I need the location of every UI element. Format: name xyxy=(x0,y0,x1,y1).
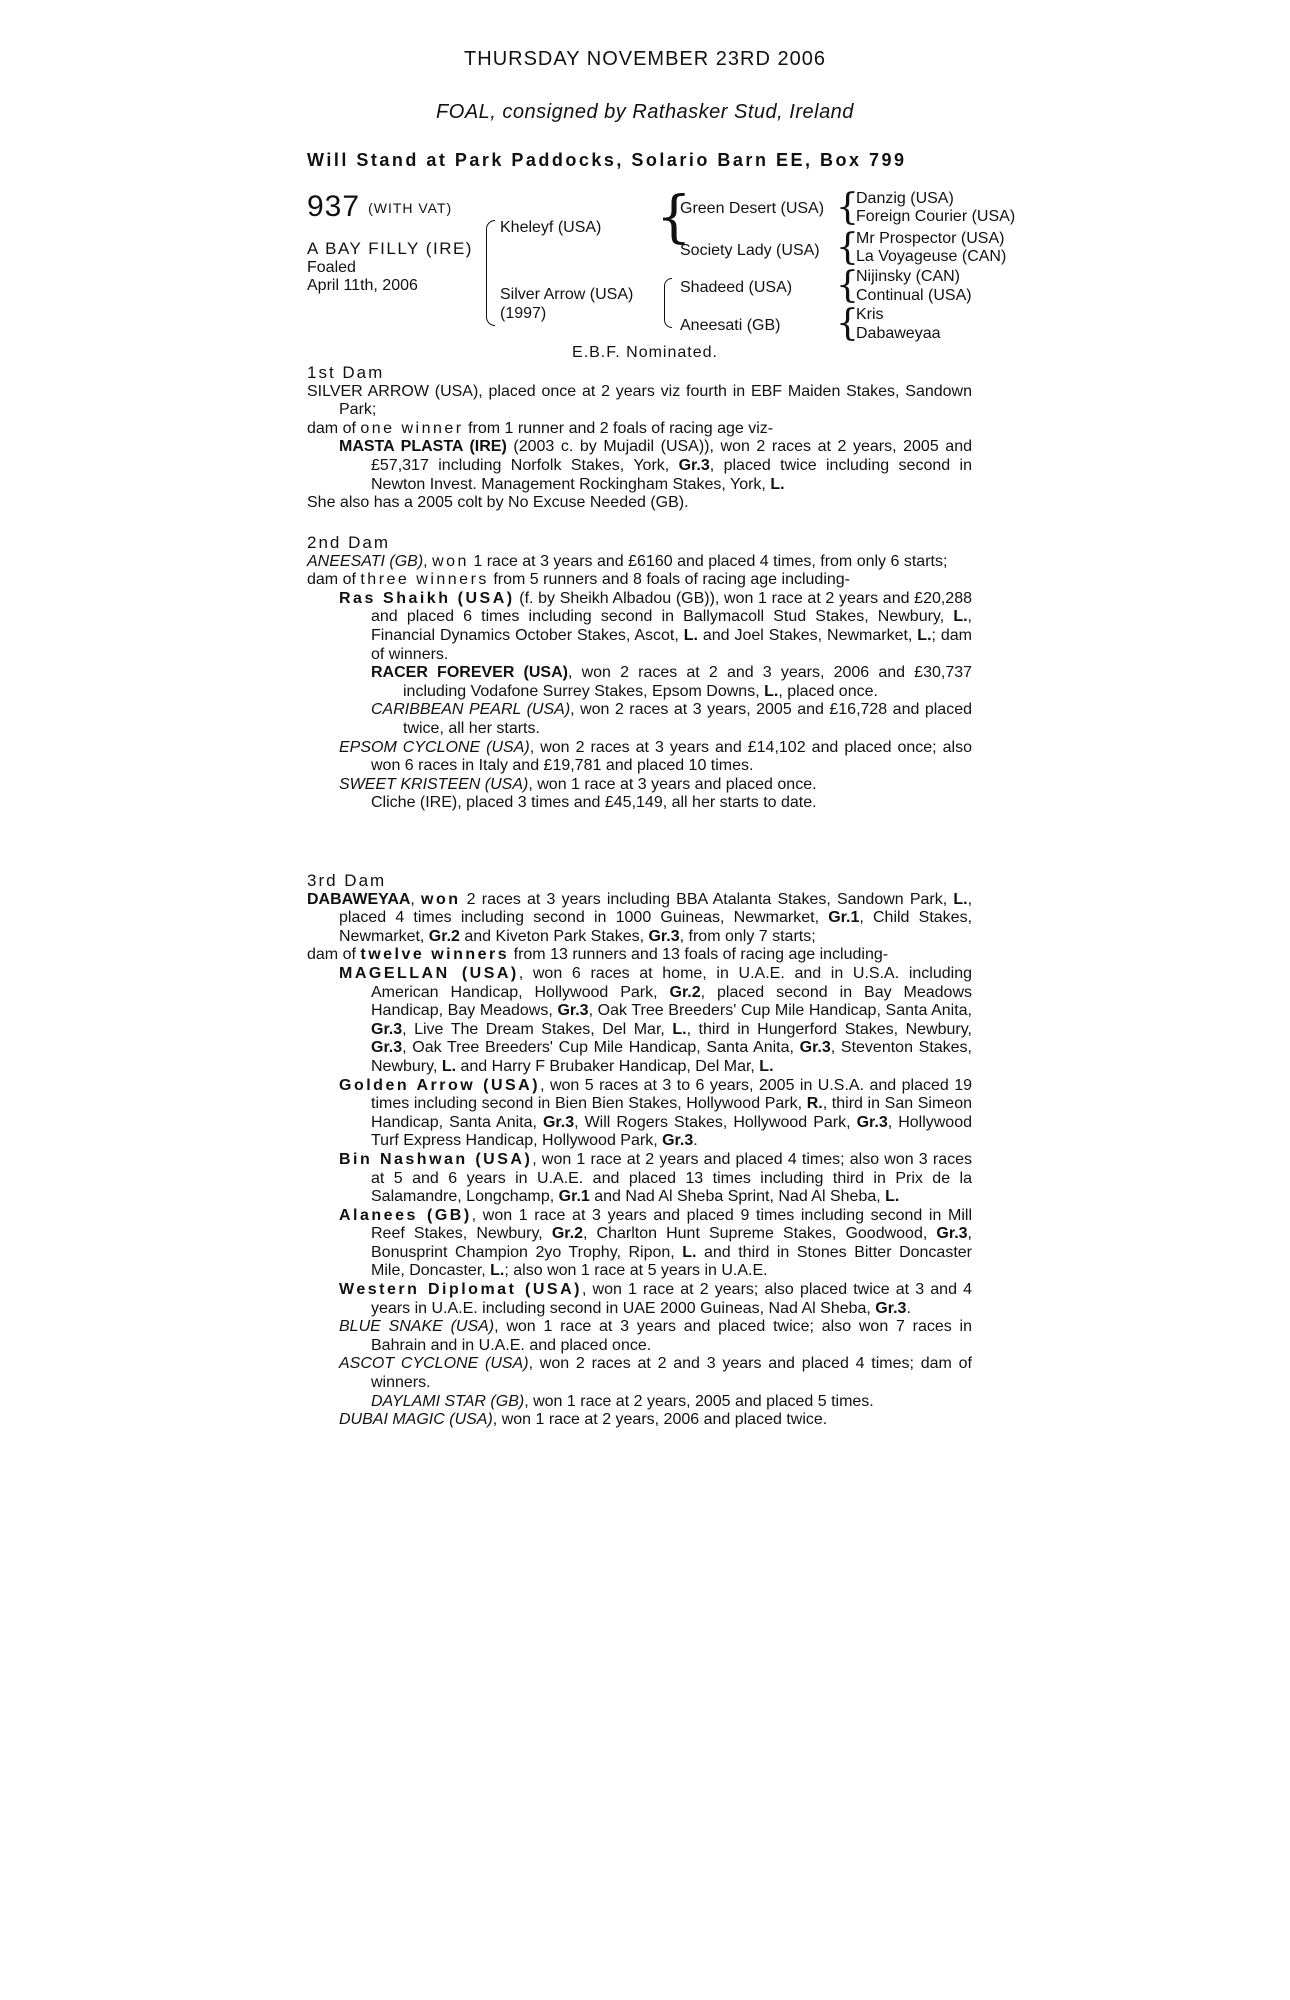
produce-magellan: MAGELLAN (USA), won 6 races at home, in U.A.E. and in U.S.A. including American Handicap, Hollywood Park, Gr.2, placed second in Bay Meadows Handicap, Bay Meadows, Gr.3, Oak Tree Breeders' Cup Mile Handicap, Santa Anita, Gr.3, Live The Dream Stakes, Del Mar, L., third in Hungerford Stakes, Newbury, Gr.3, Oak Tree Breeders' Cup Mile Handicap, Santa Anita, Gr.3, Steventon Stakes, Newbury, L. and Harry F Brubaker Handicap, Del Mar, L. xyxy=(339,964,973,1075)
first-dam-produce-1: MASTA PLASTA (IRE) (2003 c. by Mujadil (USA)), won 2 races at 2 years, 2005 and £57,317 including Norfolk Stakes, York, Gr.3, placed twice including second in Newton Invest. Management Rockingham Stakes, York, L. xyxy=(339,438,972,493)
second-dam-record: ANEESATI (GB), won 1 race at 3 years and £6160 and placed 4 times, from only 6 starts; xyxy=(307,552,948,570)
produce-daylami-star: DAYLAMI STAR (GB), won 1 race at 2 years, 2005 and placed 5 times. xyxy=(371,1392,874,1410)
dam-dam: Aneesati (GB) xyxy=(680,317,781,334)
dam-sire: Shadeed (USA) xyxy=(680,279,793,296)
consignment-line: FOAL, consigned by Rathasker Stud, Ireland xyxy=(436,101,854,123)
produce-blue-snake: BLUE SNAKE (USA), won 1 race at 3 years and placed twice; also won 7 races in Bahrain and in U.A.E. and placed once. xyxy=(339,1318,973,1354)
third-dam-heading: 3rd Dam xyxy=(307,871,387,890)
lot-name: A BAY FILLY (IRE) xyxy=(307,239,473,258)
ebf-nomination: E.B.F. Nominated. xyxy=(572,344,718,361)
produce-sweet-kristeen: SWEET KRISTEEN (USA), won 1 race at 3 years and placed once. xyxy=(339,775,817,793)
pedigree-bracket-dam xyxy=(664,278,672,328)
third-dam-record: DABAWEYAA, won 2 races at 3 years including BBA Atalanta Stakes, Sandown Park, L., placed 4 times including second in 1000 Guineas, Newmarket, Gr.1, Child Stakes, Newmarket, Gr.2 and Kiveton Park Stakes, Gr.3, from only 7 starts; xyxy=(307,890,973,945)
lot-number: 937 xyxy=(307,190,361,223)
pedigree-brace-3: { xyxy=(836,265,859,306)
great-grandsire-2: Mr Prospector (USA) xyxy=(856,230,1005,247)
great-granddam-1: Foreign Courier (USA) xyxy=(856,208,1016,225)
produce-alanees: Alanees (GB), won 1 race at 3 years and placed 9 times including second in Mill Reef Stakes, Newbury, Gr.2, Charlton Hunt Supreme Stakes, Goodwood, Gr.3, Bonusprint Champion 2yo Trophy, Ripon, L. and third in Stones Bitter Doncaster Mile, Doncaster, L.; also won 1 race at 5 years in U.A.E. xyxy=(339,1206,972,1280)
sire-sire: Green Desert (USA) xyxy=(680,200,825,217)
produce-cliche: Cliche (IRE), placed 3 times and £45,149, all her starts to date. xyxy=(371,794,817,812)
first-dam-section xyxy=(307,364,972,513)
vat-note: (WITH VAT) xyxy=(368,200,453,217)
pedigree-brace-4: { xyxy=(836,303,859,344)
dam-year: (1997) xyxy=(500,305,547,322)
great-grandsire-4: Kris xyxy=(856,306,884,323)
lot-number-line xyxy=(307,190,452,224)
first-dam-produce-summary: dam of one winner from 1 runner and 2 foals of racing age viz- xyxy=(307,419,774,437)
produce-ras-shaikh: Ras Shaikh (USA) (f. by Sheikh Albadou (GB)), won 1 race at 2 years and £20,288 and placed 6 times including second in Ballymacoll Stud Stakes, Newbury, L., Financial Dynamics October Stakes, Ascot, L. and Joel Stakes, Newmarket, L.; dam of winners. xyxy=(339,589,973,663)
pedigree-brace-2: { xyxy=(836,227,859,268)
sire-dam: Society Lady (USA) xyxy=(680,242,820,259)
sire: Kheleyf (USA) xyxy=(500,219,602,236)
sale-date: THURSDAY NOVEMBER 23RD 2006 xyxy=(464,48,826,70)
third-dam-produce-summary: dam of twelve winners from 13 runners and 13 foals of racing age including- xyxy=(307,946,889,964)
produce-golden-arrow: Golden Arrow (USA), won 5 races at 3 to 6 years, 2005 in U.S.A. and placed 19 times including second in Bien Bien Stakes, Hollywood Park, R., third in San Simeon Handicap, Santa Anita, Gr.3, Will Rogers Stakes, Hollywood Park, Gr.3, Hollywood Turf Express Handicap, Hollywood Park, Gr.3. xyxy=(339,1076,973,1150)
great-grandsire-1: Danzig (USA) xyxy=(856,190,954,207)
second-dam-section xyxy=(307,534,972,813)
foaled-label: Foaled xyxy=(307,259,356,276)
produce-western-diplomat: Western Diplomat (USA), won 1 race at 2 years; also placed twice at 3 and 4 years in U.A.E. including second in UAE 2000 Guineas, Nad Al Sheba, Gr.3. xyxy=(339,1281,972,1317)
first-dam-note: She also has a 2005 colt by No Excuse Needed (GB). xyxy=(307,494,689,512)
great-granddam-4: Dabaweyaa xyxy=(856,325,941,342)
second-dam-produce-summary: dam of three winners from 5 runners and 8 foals of racing age including- xyxy=(307,571,850,589)
produce-epsom-cyclone: EPSOM CYCLONE (USA), won 2 races at 3 years and £14,102 and placed once; also won 6 races in Italy and £19,781 and placed 10 times. xyxy=(339,738,972,775)
third-dam-section xyxy=(307,872,972,1430)
dam: Silver Arrow (USA) xyxy=(500,286,634,303)
produce-bin-nashwan: Bin Nashwan (USA), won 1 race at 2 years and placed 4 times; also won 3 races at 5 and 6 years in U.A.E. and placed 13 times including third in Prix de la Salamandre, Longchamp, Gr.1 and Nad Al Sheba Sprint, Nad Al Sheba, L. xyxy=(339,1150,973,1206)
produce-dubai-magic: DUBAI MAGIC (USA), won 1 race at 2 years, 2006 and placed twice. xyxy=(339,1411,828,1429)
pedigree-bracket-main xyxy=(486,220,495,326)
foaled-date: April 11th, 2006 xyxy=(307,277,418,294)
pedigree-brace-sire: { xyxy=(656,185,692,250)
stand-location: Will Stand at Park Paddocks, Solario Barn EE, Box 799 xyxy=(307,150,907,170)
first-dam-heading: 1st Dam xyxy=(307,363,385,382)
pedigree-brace-1: { xyxy=(836,187,859,228)
produce-racer-forever: RACER FOREVER (USA), won 2 races at 2 and 3 years, 2006 and £30,737 including Vodafone Surrey Stakes, Epsom Downs, L., placed once. xyxy=(371,664,973,700)
great-granddam-2: La Voyageuse (CAN) xyxy=(856,248,1007,265)
great-grandsire-3: Nijinsky (CAN) xyxy=(856,268,960,285)
second-dam-heading: 2nd Dam xyxy=(307,533,390,552)
produce-caribbean-pearl: CARIBBEAN PEARL (USA), won 2 races at 3 years, 2005 and £16,728 and placed twice, all her starts. xyxy=(371,701,972,737)
produce-ascot-cyclone: ASCOT CYCLONE (USA), won 2 races at 2 and 3 years and placed 4 times; dam of winners. xyxy=(339,1355,972,1392)
first-dam-record: SILVER ARROW (USA), placed once at 2 years viz fourth in EBF Maiden Stakes, Sandown Park; xyxy=(307,382,972,419)
great-granddam-3: Continual (USA) xyxy=(856,287,972,304)
